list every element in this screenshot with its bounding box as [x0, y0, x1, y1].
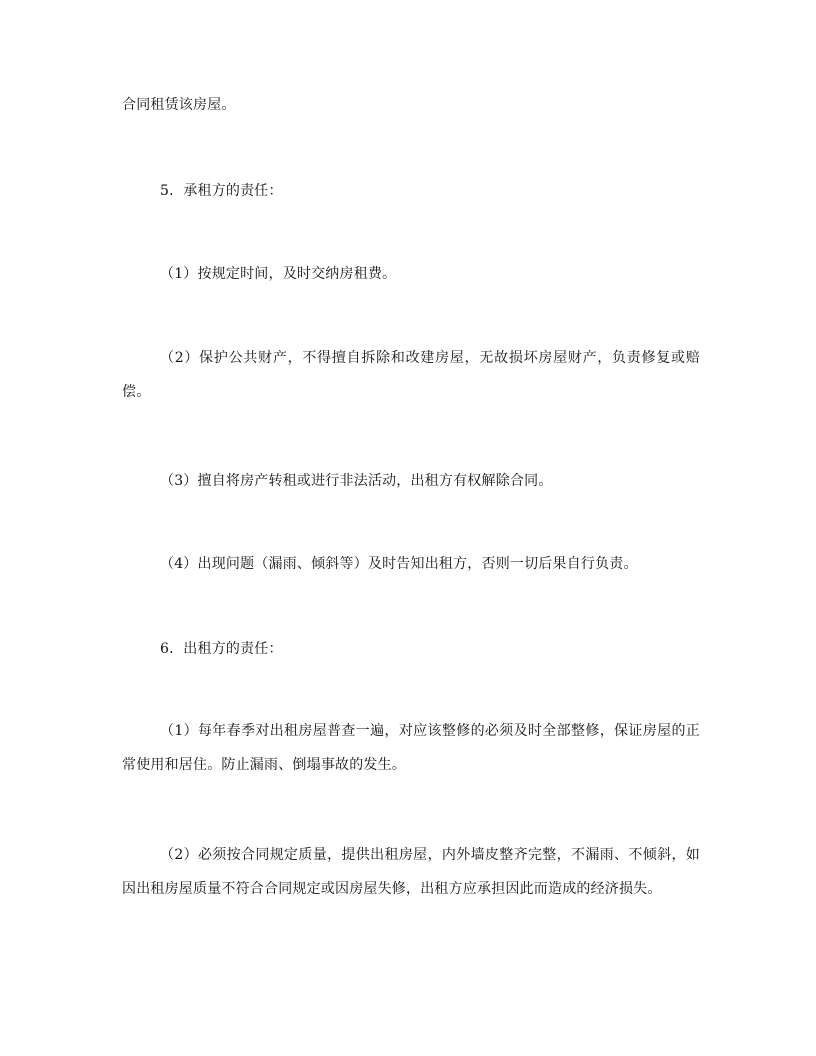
- paragraph-continuation: 合同租赁该房屋。: [122, 97, 236, 113]
- paragraph-lessee-item-2: （2）保护公共财产，不得擅自拆除和改建房屋，无故损坏房屋财产，负责修复或赔偿。: [122, 350, 700, 400]
- paragraph-lessor-item-2: （2）必须按合同规定质量，提供出租房屋，内外墙皮整齐完整，不漏雨、不倾斜，如因出租房屋质量不符合合同规定或因房屋失修，出租方应承担因此而造成的经济损失。: [122, 847, 700, 897]
- section-heading-lessor-responsibilities: 6．出租方的责任：: [160, 641, 283, 657]
- paragraph-lessor-item-1: （1）每年春季对出租房屋普查一遍，对应该整修的必须及时全部整修，保证房屋的正常使用和居住。防止漏雨、倒塌事故的发生。: [122, 723, 700, 773]
- paragraph-lessee-item-4: （4）出现问题（漏雨、倾斜等）及时告知出租方，否则一切后果自行负责。: [160, 556, 638, 572]
- section-heading-lessee-responsibilities: 5．承租方的责任：: [160, 183, 283, 199]
- paragraph-lessee-item-3: （3）擅自将房产转租或进行非法活动，出租方有权解除合同。: [160, 473, 553, 489]
- paragraph-lessee-item-1: （1）按规定时间，及时交纳房租费。: [160, 266, 397, 282]
